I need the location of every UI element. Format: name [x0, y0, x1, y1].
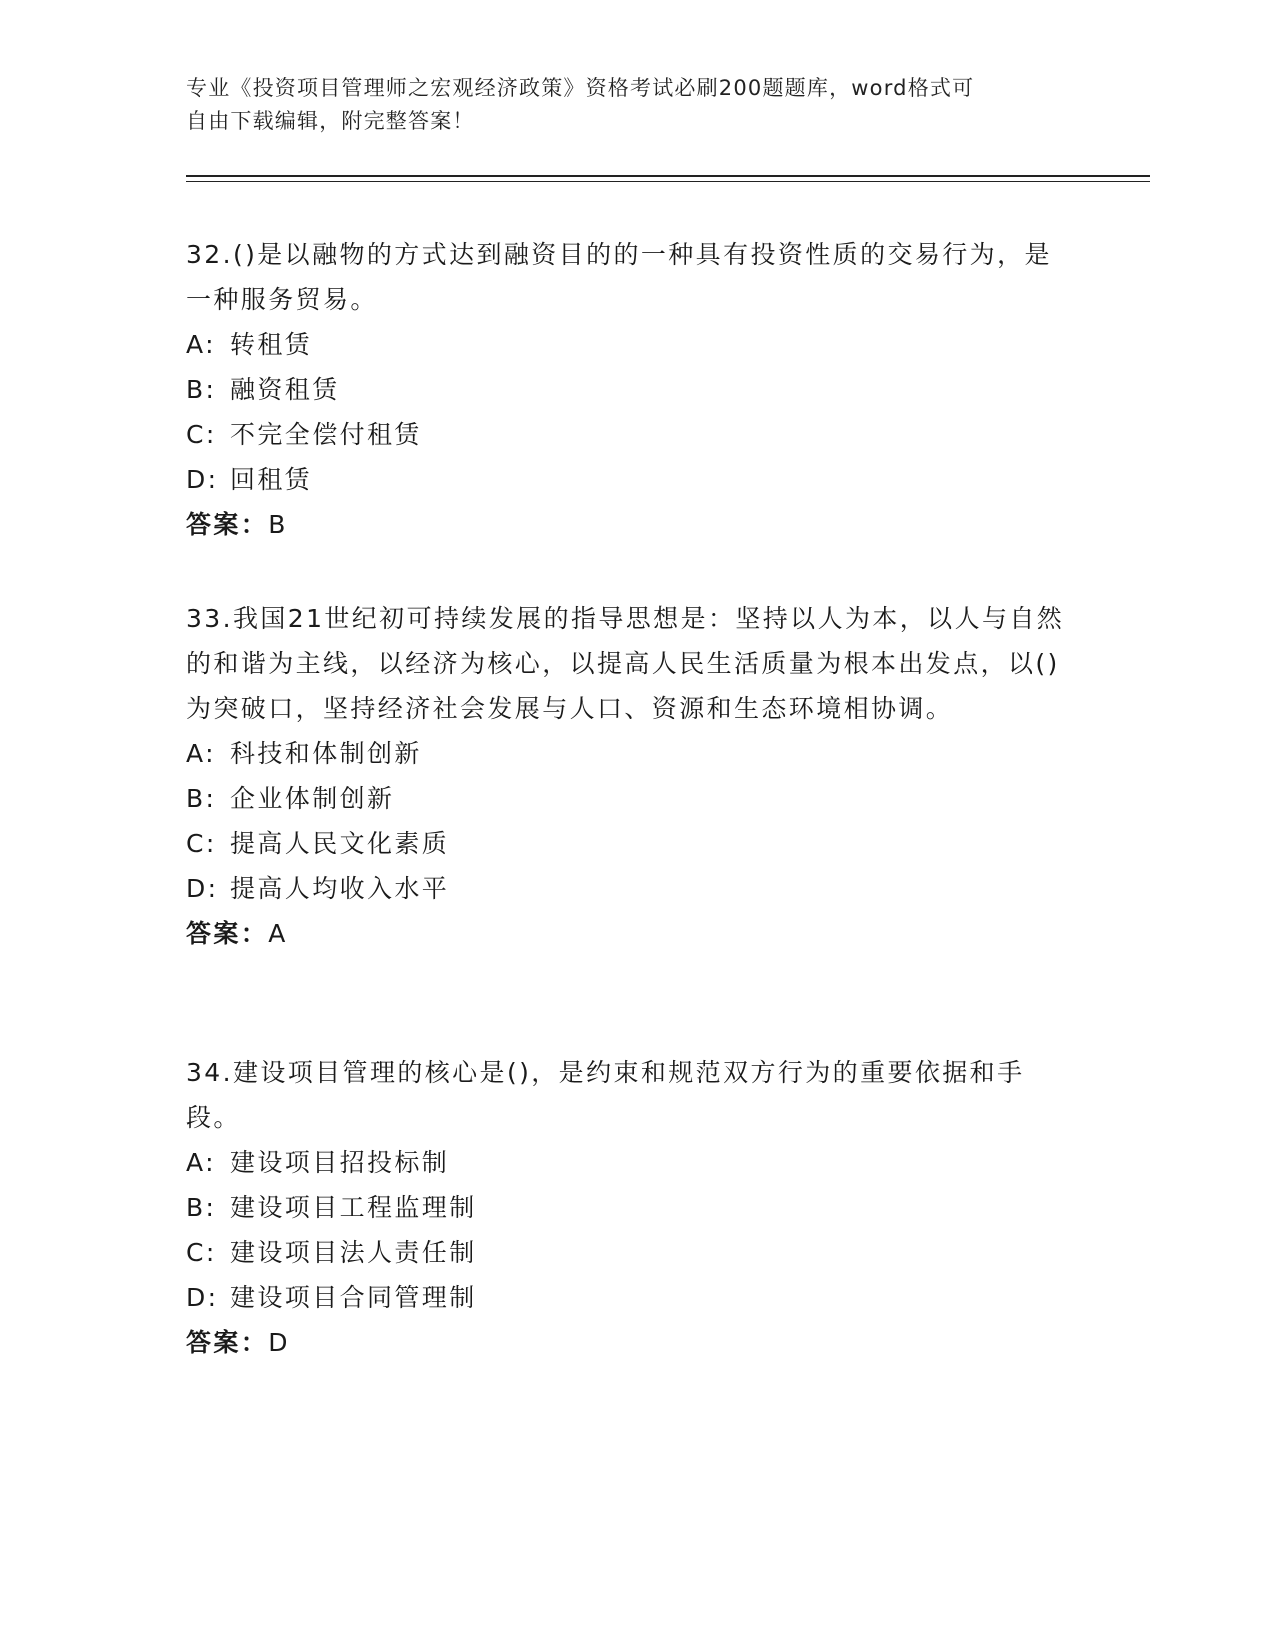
option-text: 企业体制创新 — [230, 784, 395, 813]
option-c — [186, 412, 1066, 457]
answer-value: D — [268, 1328, 290, 1357]
option-letter: C: — [186, 420, 217, 449]
header-line-1: 专业《投资项目管理师之宏观经济政策》资格考试必刷200题题库，word格式可 — [186, 76, 975, 100]
option-text: 不完全偿付租赁 — [230, 420, 422, 449]
option-letter: A: — [186, 1148, 216, 1177]
option-text: 建设项目合同管理制 — [230, 1283, 477, 1312]
option-letter: B: — [186, 375, 217, 404]
question-34 — [186, 1050, 1066, 1365]
answer-value: B — [268, 510, 288, 539]
header-line-2: 自由下载编辑，附完整答案！ — [186, 109, 475, 133]
option-b — [186, 1185, 1066, 1230]
answer-value: A — [268, 919, 288, 948]
option-a — [186, 731, 1066, 776]
option-text: 建设项目工程监理制 — [230, 1193, 477, 1222]
option-letter: C: — [186, 829, 217, 858]
option-text: 转租赁 — [230, 330, 313, 359]
option-letter: B: — [186, 784, 217, 813]
option-text: 提高人民文化素质 — [230, 829, 450, 858]
option-text: 回租赁 — [230, 465, 313, 494]
option-text: 建设项目招投标制 — [230, 1148, 450, 1177]
option-d — [186, 866, 1066, 911]
answer-line — [186, 911, 1066, 956]
option-text: 科技和体制创新 — [230, 739, 422, 768]
option-letter: D: — [186, 874, 219, 903]
option-letter: D: — [186, 465, 219, 494]
option-letter: C: — [186, 1238, 217, 1267]
option-letter: A: — [186, 330, 216, 359]
option-c — [186, 1230, 1066, 1275]
option-d — [186, 457, 1066, 502]
option-d — [186, 1275, 1066, 1320]
option-b — [186, 776, 1066, 821]
question-stem: 32.()是以融物的方式达到融资目的的一种具有投资性质的交易行为，是一种服务贸易。 — [186, 240, 1052, 314]
answer-label: 答案： — [186, 919, 269, 948]
option-text: 建设项目法人责任制 — [230, 1238, 477, 1267]
document-header — [186, 72, 1066, 138]
header-divider-bottom — [186, 181, 1150, 182]
question-33 — [186, 596, 1066, 956]
option-letter: A: — [186, 739, 216, 768]
answer-label: 答案： — [186, 1328, 269, 1357]
option-text: 提高人均收入水平 — [230, 874, 450, 903]
question-32 — [186, 232, 1066, 547]
question-stem: 34.建设项目管理的核心是()，是约束和规范双方行为的重要依据和手段。 — [186, 1058, 1025, 1132]
option-b — [186, 367, 1066, 412]
header-divider-top — [186, 175, 1150, 177]
option-text: 融资租赁 — [230, 375, 340, 404]
answer-line — [186, 1320, 1066, 1365]
option-letter: D: — [186, 1283, 219, 1312]
answer-label: 答案： — [186, 510, 269, 539]
answer-line — [186, 502, 1066, 547]
option-letter: B: — [186, 1193, 217, 1222]
option-c — [186, 821, 1066, 866]
option-a — [186, 1140, 1066, 1185]
option-a — [186, 322, 1066, 367]
question-stem: 33.我国21世纪初可持续发展的指导思想是：坚持以人为本，以人与自然的和谐为主线，以经济为核心，以提高人民生活质量为根本出发点，以()为突破口，坚持经济社会发展与人口、资源和生态环境相协调。 — [186, 604, 1065, 723]
